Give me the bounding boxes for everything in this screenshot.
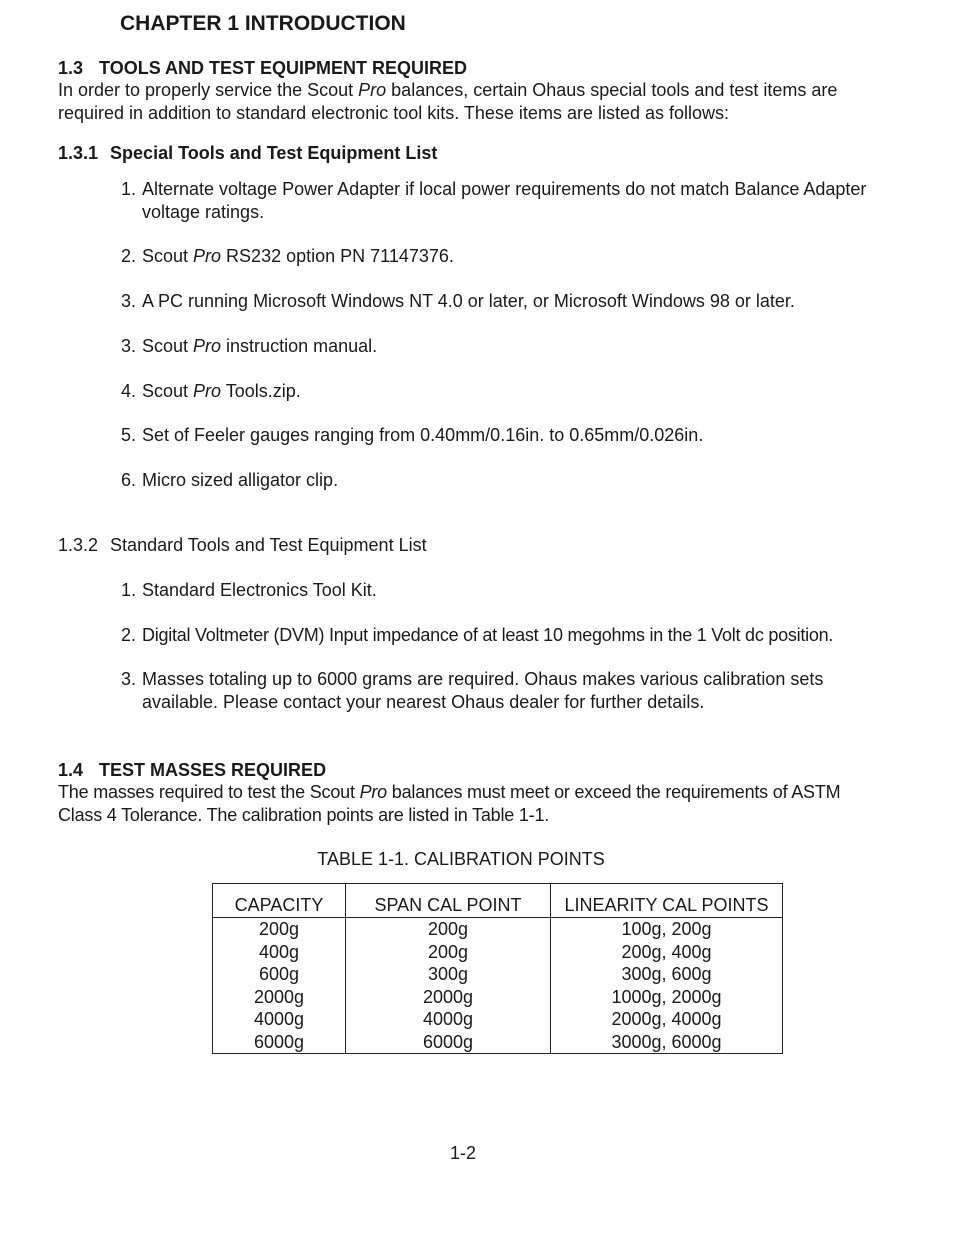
section-title: TEST MASSES REQUIRED: [99, 760, 327, 780]
table-cell: 2000g: [253, 986, 305, 1007]
page-number: 1-2: [449, 1143, 476, 1163]
section-heading-1-3: [58, 57, 898, 80]
section-heading-1-3-1: [58, 142, 898, 165]
calibration-table: [212, 883, 783, 1054]
table-cell: 6000g: [422, 1031, 474, 1052]
table-cell: 2000g, 4000g: [611, 1009, 722, 1029]
section-heading-1-3-2: [58, 534, 898, 557]
section-title: Standard Tools and Test Equipment List: [110, 535, 427, 555]
table-cell: 6000g: [253, 1031, 305, 1052]
section-number: 1.3.1: [58, 143, 99, 163]
table-caption: TABLE 1-1. CALIBRATION POINTS: [317, 849, 605, 869]
table-cell: 100g, 200g: [621, 919, 712, 939]
table-header-row: [213, 884, 783, 918]
table-cell: 200g: [427, 919, 469, 939]
section-1-3-intro: In order to properly service the Scout Pro balances, certain Ohaus special tools and test items are required in addition to standard electronic tool kits. These items are listed as follows:: [58, 80, 838, 123]
table-cell: 600g: [258, 964, 300, 984]
table-cell: 3000g, 6000g: [611, 1031, 722, 1052]
column-header-span: SPAN CAL POINT: [346, 884, 551, 918]
table-cell: 300g, 600g: [621, 964, 712, 984]
table-cell: 2000g: [422, 986, 474, 1007]
section-number: 1.4: [58, 760, 84, 780]
table-cell: 300g: [427, 964, 469, 984]
span-column: [346, 918, 551, 1054]
section-heading-1-4: [58, 759, 898, 782]
section-number: 1.3.2: [58, 535, 99, 555]
linearity-column: [551, 918, 783, 1054]
capacity-column: [213, 918, 346, 1054]
section-1-4-body: The masses required to test the Scout Pro balances must meet or exceed the requirements of ASTM Class 4 Tolerance. The calibration points are listed in Table 1-1.: [58, 782, 841, 825]
section-title: Special Tools and Test Equipment List: [110, 143, 438, 163]
table-cell: 400g: [258, 941, 300, 962]
table-body-row: [213, 918, 783, 1054]
table-cell: 1000g, 2000g: [611, 986, 722, 1007]
section-title: TOOLS AND TEST EQUIPMENT REQUIRED: [99, 58, 468, 78]
table-cell: 200g: [427, 941, 469, 962]
table-cell: 4000g: [422, 1009, 474, 1029]
table-cell: 4000g: [253, 1009, 305, 1029]
table-cell: 200g: [258, 919, 300, 939]
column-header-capacity: CAPACITY: [213, 884, 346, 918]
table-cell: 200g, 400g: [621, 941, 712, 962]
section-number: 1.3: [58, 58, 84, 78]
column-header-linearity: LINEARITY CAL POINTS: [551, 884, 783, 918]
chapter-title: CHAPTER 1 INTRODUCTION: [120, 12, 406, 35]
